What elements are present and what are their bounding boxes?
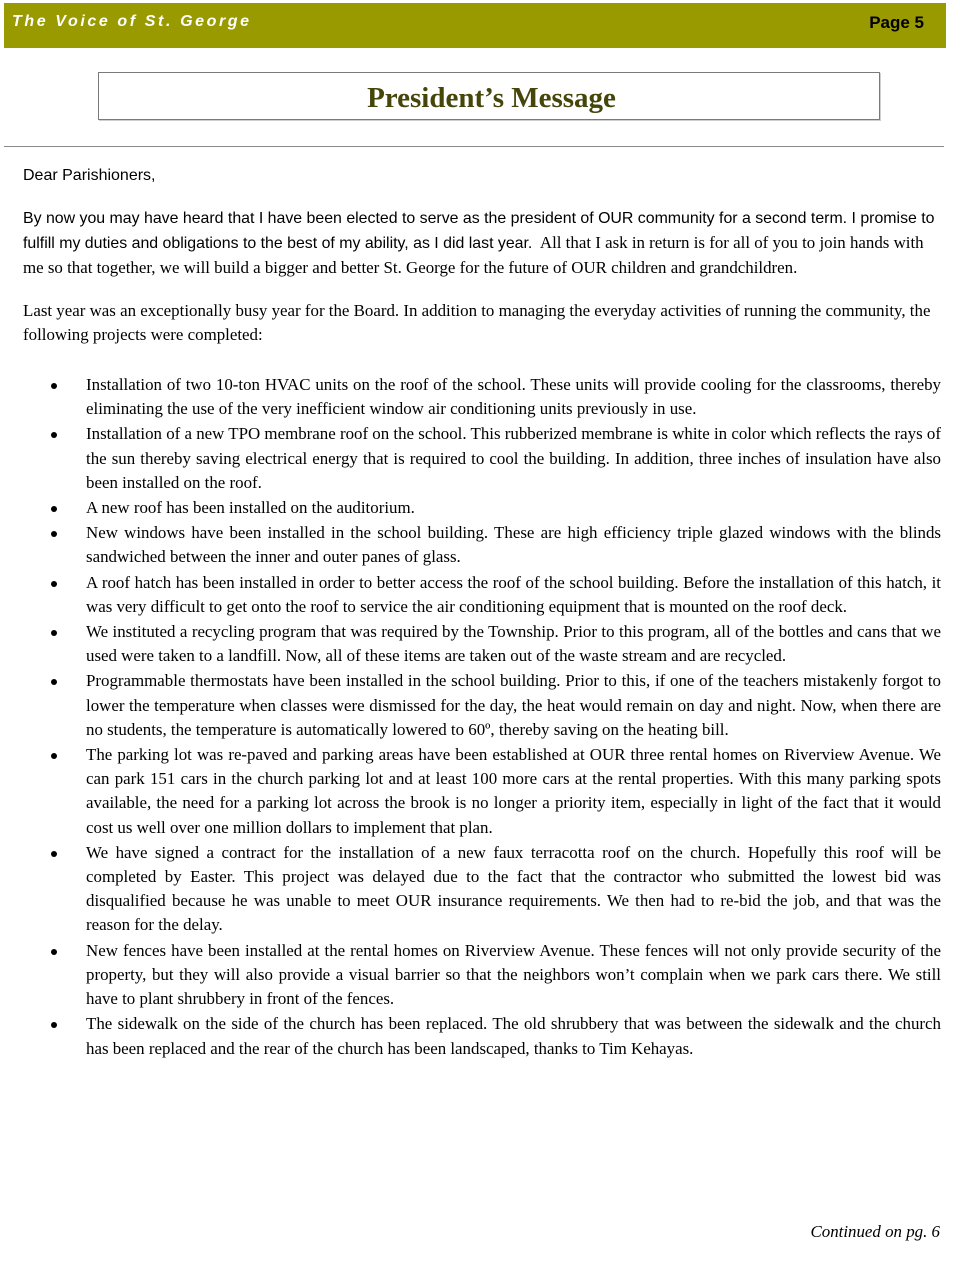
intro-sentence-serif: All that I ask in return is for all of you to join hands with me so that together, we will build a bigger and better St. George for the future of OUR children and grandchildren.: [23, 233, 924, 278]
project-list-item: [23, 939, 941, 1012]
project-text: A new roof has been installed on the auditorium.: [86, 498, 415, 518]
bullet-icon: [51, 679, 57, 685]
project-text: A roof hatch has been installed in order to better access the roof of the school building. Before the installation of this hatch, it was very difficult to get onto the roof to service the air conditioning equipment that is mounted on the roof deck.: [86, 572, 941, 616]
bullet-icon: [51, 1022, 57, 1028]
project-list-item: [23, 669, 941, 742]
bullet-icon: [51, 531, 57, 537]
newsletter-header-bar: [4, 3, 946, 48]
project-list-item: [23, 571, 941, 619]
continued-note: Continued on pg. 6: [810, 1222, 940, 1241]
project-text: Installation of a new TPO membrane roof on the school. This rubberized membrane is white in color which reflects the rays of the sun thereby saving electrical energy that is required to cool the building. In addition, three inches of insulation have also been installed on the roof.: [86, 424, 941, 492]
intro-paragraph: [23, 206, 941, 281]
busy-year-paragraph: Last year was an exceptionally busy year for the Board. In addition to managing the everyday activities of running the community, the following projects were completed:: [23, 300, 931, 344]
article-body: [23, 164, 941, 1062]
bullet-icon: [51, 383, 57, 389]
project-text: The sidewalk on the side of the church has been replaced. The old shrubbery that was between the sidewalk and the church has been replaced and the rear of the church has been landscaped, thanks to Tim Kehayas.: [86, 1014, 941, 1058]
project-list-item: [23, 373, 941, 421]
bullet-icon: [51, 851, 57, 857]
project-text: We have signed a contract for the installation of a new faux terracotta roof on the church. Hopefully this roof will be completed by Easter. This project was delayed due to the fact that the contractor who submitted the lowest bid was disqualified because he was unable to meet OUR insurance requirements. We then had to re-bid the job, and that was the reason for the delay.: [86, 842, 941, 935]
project-list-item: [23, 1012, 941, 1060]
project-list-item: [23, 422, 941, 495]
bullet-icon: [51, 753, 57, 759]
bullet-icon: [51, 949, 57, 955]
project-list-item: [23, 841, 941, 938]
section-divider: [4, 146, 944, 147]
project-text: The parking lot was re-paved and parking areas have been established at OUR three rental homes on Riverview Avenue. We can park 151 cars in the church parking lot and at least 100 more cars at the rental properties. With this many parking spots available, the need for a parking lot across the brook is no longer a priority item, especially in light of the fact that it would cost us well over one million dollars to implement that plan.: [86, 745, 941, 837]
article-title-box: [98, 72, 880, 120]
project-list-item: [23, 521, 941, 569]
projects-list: [23, 373, 941, 1061]
page-number: Page 5: [869, 13, 924, 32]
project-text: We instituted a recycling program that was required by the Township. Prior to this program, all of the bottles and cans that we used were taken to a landfill. Now, all of these items are taken out of the waste stream and are recycled.: [86, 622, 941, 666]
project-text: Programmable thermostats have been installed in the school building. Prior to this, if one of the teachers mistakenly forgot to lower the temperature when classes were dismissed for the day, the heat would remain on day and night. Now, when there are no students, the temperature is automatically lowered to 60º, thereby saving on the heating bill.: [86, 671, 941, 739]
intro-sentence-sans: By now you may have heard that I have been elected to serve as the president of OUR community for a second term. I promise to fulfill my duties and obligations to the best of my ability, as I did last year.: [23, 210, 935, 253]
bullet-icon: [51, 506, 57, 512]
project-text: New fences have been installed at the rental homes on Riverview Avenue. These fences will not only provide security of the property, but they will also provide a visual barrier so that the neighbors won’t complain when we park cars there. We still have to plant shrubbery in front of the fences.: [86, 940, 941, 1009]
project-list-item: [23, 743, 941, 840]
bullet-icon: [51, 581, 57, 587]
newsletter-title: The Voice of St. George: [12, 13, 252, 30]
article-title: President’s Message: [367, 82, 616, 114]
salutation: Dear Parishioners,: [23, 167, 156, 184]
project-text: Installation of two 10-ton HVAC units on the roof of the school. These units will provide cooling for the classrooms, thereby eliminating the use of the very inefficient window air conditioning units previously in use.: [86, 375, 941, 419]
bullet-icon: [51, 630, 57, 636]
project-list-item: [23, 496, 941, 520]
project-list-item: [23, 620, 941, 668]
bullet-icon: [51, 432, 57, 438]
project-text: New windows have been installed in the school building. These are high efficiency triple glazed windows with the blinds sandwiched between the inner and outer panes of glass.: [86, 523, 941, 567]
